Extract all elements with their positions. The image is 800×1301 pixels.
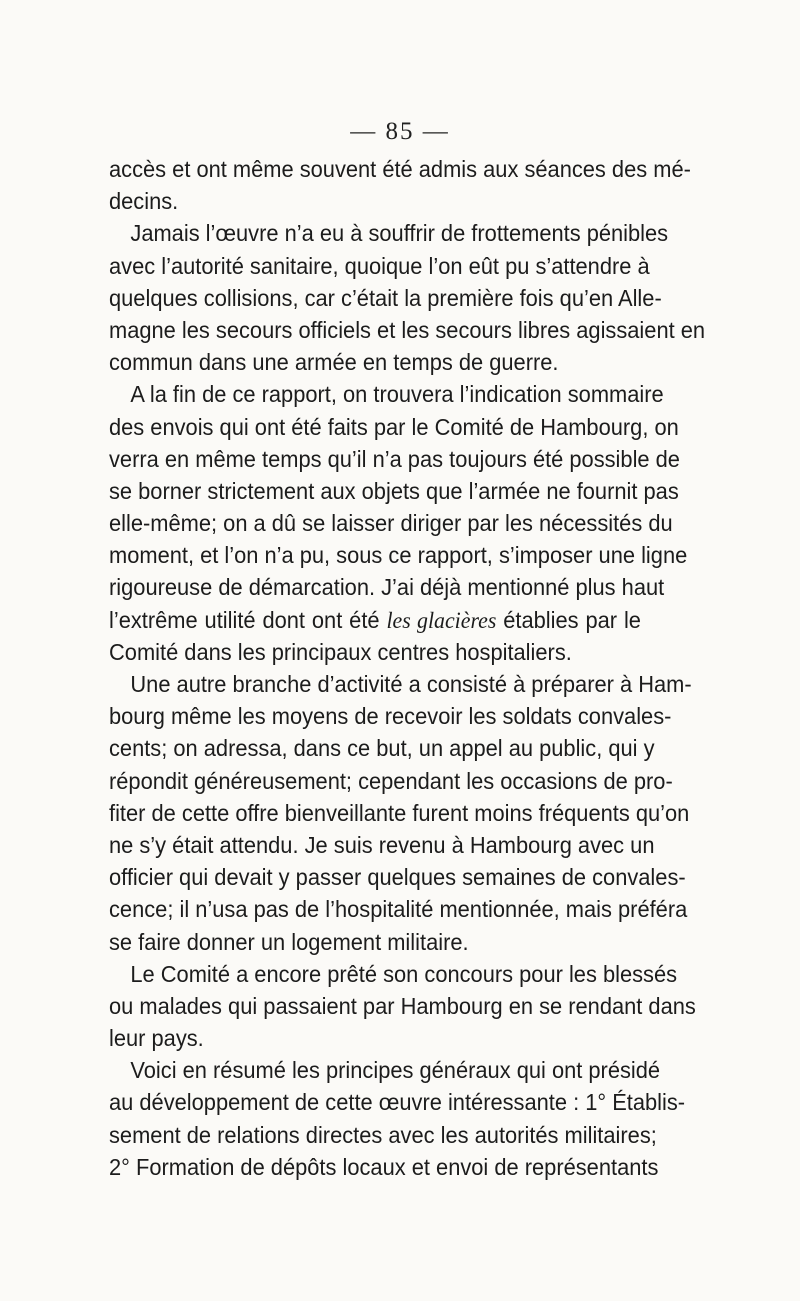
text-line <box>109 604 641 636</box>
body-text <box>109 153 706 1183</box>
text-line: fiter de cette offre bienveillante furent moins fréquents qu’on <box>109 799 690 826</box>
text-line: Le Comité a encore prêté son concours pour les blessés <box>130 960 678 987</box>
text-line: verra en même temps qu’il n’a pas toujours été possible de <box>109 445 680 472</box>
text-line: répondit généreusement; cependant les occasions de pro- <box>109 767 673 794</box>
text-line: au développement de cette œuvre intéressante : 1° Établis- <box>109 1089 686 1116</box>
text-line: ou malades qui passaient par Hambourg en se rendant dans <box>109 992 696 1019</box>
text-line: se borner strictement aux objets que l’armée ne fournit pas <box>109 477 679 504</box>
text-line: Voici en résumé les principes généraux qui ont présidé <box>130 1057 661 1084</box>
text-line: officier qui devait y passer quelques semaines de convales- <box>109 864 686 891</box>
text-line: cence; il n’usa pas de l’hospitalité mentionnée, mais préféra <box>109 896 688 923</box>
page-number: — 85 — <box>350 118 450 145</box>
text-line: des envois qui ont été faits par le Comité de Hambourg, on <box>109 413 679 440</box>
text-line: leur pays. <box>109 1025 204 1052</box>
text-line: 2° Formation de dépôts locaux et envoi de représentants <box>109 1153 659 1180</box>
text-line: ne s’y était attendu. Je suis revenu à Hambourg avec un <box>109 831 655 858</box>
italic-term: les glacières <box>386 607 497 634</box>
text-line: A la fin de ce rapport, on trouvera l’indication sommaire <box>130 381 664 408</box>
text-line: cents; on adressa, dans ce but, un appel au public, qui y <box>109 735 655 762</box>
text-line: quelques collisions, car c’était la première fois qu’en Alle- <box>109 284 662 311</box>
text-line: Comité dans les principaux centres hospitaliers. <box>109 638 572 665</box>
text-line: Une autre branche d’activité a consisté à préparer à Ham- <box>130 671 692 697</box>
text-line: sement de relations directes avec les autorités militaires; <box>109 1121 657 1148</box>
text-line: avec l’autorité sanitaire, quoique l’on eût pu s’attendre à <box>109 252 650 279</box>
text-line: moment, et l’on n’a pu, sous ce rapport, s’imposer une ligne <box>109 542 688 569</box>
text-line: accès et ont même souvent été admis aux séances des mé- <box>109 156 691 182</box>
text-line: rigoureuse de démarcation. J’ai déjà mentionné plus haut <box>109 574 665 601</box>
text-segment: l’extrême utilité dont ont été <box>109 606 387 633</box>
text-line: decins. <box>109 188 179 215</box>
text-line: elle-même; on a dû se laisser diriger par les nécessités du <box>109 510 673 537</box>
text-line: bourg même les moyens de recevoir les soldats convales- <box>109 703 672 730</box>
text-line: magne les secours officiels et les secours libres agissaient en <box>109 316 706 343</box>
text-line: se faire donner un logement militaire. <box>109 928 469 955</box>
text-line: commun dans une armée en temps de guerre. <box>109 349 559 376</box>
text-segment: établies par le <box>496 606 641 633</box>
text-line: Jamais l’œuvre n’a eu à souffrir de frottements pénibles <box>130 220 669 247</box>
